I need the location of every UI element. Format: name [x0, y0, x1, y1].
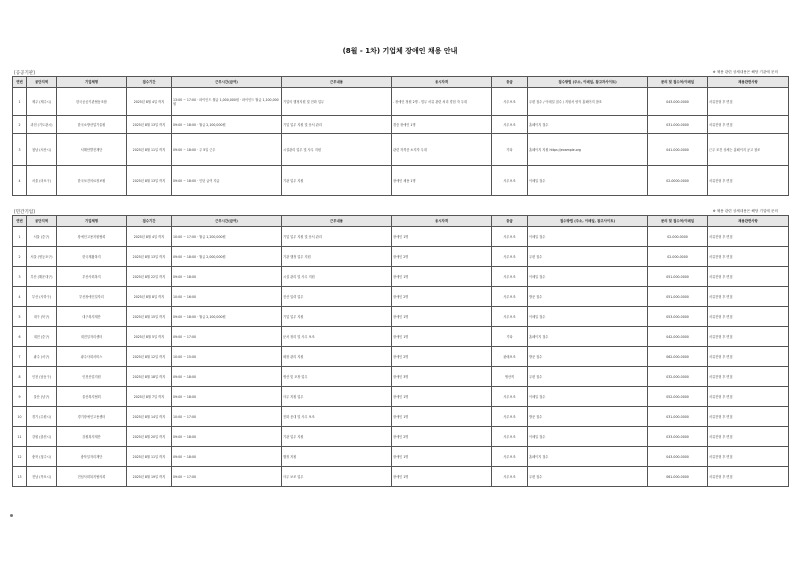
- table-cell: 장애인 2명: [392, 427, 492, 447]
- table-cell: 서해안발전재단: [57, 134, 127, 166]
- table-cell: 09:00 ~ 18:00 · 월급 2,100,000원: [172, 116, 282, 134]
- table-cell: 사무보조: [492, 427, 528, 447]
- column-header: 근무시간(급여): [172, 216, 282, 227]
- table-cell: 제주 (제주시): [27, 88, 57, 116]
- table-cell: 장애인 1명: [392, 407, 492, 427]
- table-cell: 2025년 8월 13일 까지: [127, 116, 172, 134]
- table-row: [13, 427, 789, 447]
- table-cell: 대전일자리센터: [57, 327, 127, 347]
- table-cell: 홈페이지 접수: [528, 327, 648, 347]
- table-cell: 대전 (중구): [27, 327, 57, 347]
- table-cell: 10:00 ~ 16:00: [172, 287, 282, 307]
- table-cell: 서류전형 후 면접: [708, 227, 789, 247]
- table-cell: 043-000-0000: [648, 88, 708, 116]
- table-cell: 방문 접수: [528, 407, 648, 427]
- table-cell: 서류전형 후 면접: [708, 267, 789, 287]
- table-cell: 서류전형 후 면접: [708, 166, 789, 196]
- table-cell: 경증 장애인 1명: [392, 116, 492, 134]
- column-header: 문의 및 접수처/이메일: [648, 77, 708, 88]
- table-cell: 2025년 8월 18일 까지: [127, 367, 172, 387]
- table-cell: 서류전형 후 면접: [708, 116, 789, 134]
- table-cell: 서류전형 후 면접: [708, 427, 789, 447]
- table-cell: 서류전형 후 면접: [708, 407, 789, 427]
- table-cell: 10:00 ~ 17:00 · 월급 1,200,000원: [172, 227, 282, 247]
- table-cell: 부산장애인일자리: [57, 287, 127, 307]
- table-cell: 장애인 2명: [392, 247, 492, 267]
- table-cell: 2025년 8월 8일 까지: [127, 287, 172, 307]
- table-cell: 02-0000-0000: [648, 166, 708, 196]
- table-cell: 사무보조: [492, 307, 528, 327]
- table-cell: 장애인 1명: [392, 307, 492, 327]
- table-cell: 매장 관리 지원: [282, 347, 392, 367]
- table-cell: 10: [13, 407, 27, 427]
- table-cell: 전화 응대 및 사무 보조: [282, 407, 392, 427]
- table-row: [13, 116, 789, 134]
- table-cell: 방문 접수: [528, 287, 648, 307]
- table-cell: 사무 보조 업무: [282, 467, 392, 487]
- table-cell: 사무보조: [492, 407, 528, 427]
- table-cell: 4: [13, 287, 27, 307]
- table-cell: 09:00 ~ 18:00: [172, 367, 282, 387]
- table-cell: 09:00 ~ 18:00 · 주 5일 근무: [172, 134, 282, 166]
- table-cell: 11: [13, 427, 27, 447]
- table-cell: 사무 지원 업무: [282, 387, 392, 407]
- table-cell: 서류전형 후 면접: [708, 88, 789, 116]
- table-cell: 서류전형 후 면접: [708, 467, 789, 487]
- table-cell: 2025년 8월 4일 까지: [127, 227, 172, 247]
- table-cell: 09:00 ~ 18:00 · 인턴 급여 지급: [172, 166, 282, 196]
- column-header: 연번: [13, 77, 27, 88]
- table-cell: 부산 (사하구): [27, 287, 57, 307]
- table-cell: 09:00 ~ 18:00 · 월급 2,100,000원: [172, 307, 282, 327]
- column-header: 채용관련사항: [708, 77, 789, 88]
- table-cell: 대구 (북구): [27, 307, 57, 327]
- table-cell: 5: [13, 307, 27, 327]
- table-cell: 10:00 ~ 15:00: [172, 347, 282, 367]
- table-cell: 09:00 ~ 18:00: [172, 267, 282, 287]
- table-cell: 3: [13, 134, 27, 166]
- table-cell: 방문 접수: [528, 347, 648, 367]
- table-cell: 이메일 접수: [528, 166, 648, 196]
- column-header: 근무내용: [282, 77, 392, 88]
- table-cell: 장애인 1명: [392, 387, 492, 407]
- table-cell: 부산사회복지: [57, 267, 127, 287]
- table-cell: 1: [13, 88, 27, 116]
- table-cell: 서류전형 후 면접: [708, 307, 789, 327]
- table-cell: 판매보조: [492, 347, 528, 367]
- table-cell: 이메일 접수: [528, 227, 648, 247]
- table-cell: 장애인 1명: [392, 227, 492, 247]
- table-cell: 051-000-0000: [648, 267, 708, 287]
- table-cell: 홈페이지 접수: [528, 116, 648, 134]
- table-cell: 서류전형 후 면접: [708, 387, 789, 407]
- table-cell: 기관 행정 업무 지원: [282, 247, 392, 267]
- table-cell: - 장애인 정원 2명 - 법무 서류 관련 처리 경험 자 우대: [392, 88, 492, 116]
- table-row: [13, 347, 789, 367]
- table-cell: 033-000-0000: [648, 427, 708, 447]
- table-cell: 강원 (춘천시): [27, 427, 57, 447]
- table-cell: 2025년 8월 12일 까지: [127, 347, 172, 367]
- table-cell: 부산 (해운대구): [27, 267, 57, 287]
- table-cell: 기관 업무 지원: [282, 166, 392, 196]
- table-cell: 홈페이지 지원 https://example.org: [528, 134, 648, 166]
- table-cell: 서울 (영등포구): [27, 247, 57, 267]
- table-cell: 2025년 8월 15일 까지: [127, 307, 172, 327]
- table-cell: 한국소방산업기술원: [57, 116, 127, 134]
- table-cell: 09:00 ~ 17:00: [172, 467, 282, 487]
- table-cell: 10:00 ~ 17:00: [172, 407, 282, 427]
- column-header: 근무내용: [282, 216, 392, 227]
- table-cell: 사무보조: [492, 166, 528, 196]
- table-cell: 서울 (중구): [27, 227, 57, 247]
- section-note-public: ※ 채용 관련 상세내용은 해당 기관에 문의: [712, 70, 778, 74]
- column-header: 문의 및 접수처/이메일: [648, 216, 708, 227]
- column-header: 공단지역: [27, 216, 57, 227]
- column-header: 등급: [492, 216, 528, 227]
- table-row: [13, 227, 789, 247]
- table-cell: 우편 접수: [528, 247, 648, 267]
- table-cell: 장애인 채용 1명: [392, 166, 492, 196]
- table-cell: 경기장애인고용센터: [57, 407, 127, 427]
- column-header: 연번: [13, 216, 27, 227]
- table-cell: 사무보조: [492, 387, 528, 407]
- table-cell: 032-000-0000: [648, 367, 708, 387]
- table-row: [13, 447, 789, 467]
- table-cell: 강원복지재단: [57, 427, 127, 447]
- table-cell: 시설 관리 및 사무 지원: [282, 267, 392, 287]
- table-cell: 사무보조: [492, 447, 528, 467]
- table-cell: 043-000-0000: [648, 447, 708, 467]
- table-cell: 2025년 8월 5일 까지: [127, 327, 172, 347]
- table-cell: 대구복지재단: [57, 307, 127, 327]
- public-institutions-table: [12, 76, 789, 196]
- table-cell: 이메일 접수: [528, 307, 648, 327]
- document-title: (8월 - 1차) 기업체 장애인 채용 안내: [342, 47, 458, 55]
- table-row: [13, 367, 789, 387]
- table-cell: 시설관리 업무 및 사무 지원: [282, 134, 392, 166]
- table-cell: 이메일 접수: [528, 427, 648, 447]
- table-cell: 장애인 1명: [392, 447, 492, 467]
- table-cell: 생산 및 포장 업무: [282, 367, 392, 387]
- table-cell: 전남 (목포시): [27, 467, 57, 487]
- table-cell: 우편 접수 / 이메일 접수 / 지원서 양식 홈페이지 참조: [528, 88, 648, 116]
- table-row: [13, 247, 789, 267]
- section-note-private: ※ 채용 관련 상세내용은 해당 기업에 문의: [712, 209, 778, 213]
- table-cell: 한국공공기관협동조합: [57, 88, 127, 116]
- table-cell: 09:00 ~ 18:00: [172, 387, 282, 407]
- table-cell: 기업의 행정지원 및 전화 업무: [282, 88, 392, 116]
- column-header: 공단지역: [27, 77, 57, 88]
- table-row: [13, 88, 789, 116]
- table-cell: 충북 (청주시): [27, 447, 57, 467]
- table-row: [13, 307, 789, 327]
- table-cell: 홈페이지 접수: [528, 447, 648, 467]
- table-cell: 사무보조: [492, 116, 528, 134]
- table-cell: 051-000-0000: [648, 287, 708, 307]
- table-cell: 12: [13, 447, 27, 467]
- table-cell: 기업 업무 지원: [282, 307, 392, 327]
- table-cell: 서류전형 후 면접: [708, 287, 789, 307]
- table-row: [13, 134, 789, 166]
- table-cell: 기업 업무 지원 및 문서 관리: [282, 227, 392, 247]
- table-cell: 서류전형 후 면접: [708, 367, 789, 387]
- table-cell: 문서 정리 및 사무 보조: [282, 327, 392, 347]
- table-cell: 장애인 2명: [392, 287, 492, 307]
- table-cell: 기업 업무 지원 및 문서 관리: [282, 116, 392, 134]
- table-cell: 기타: [492, 327, 528, 347]
- table-cell: 2025년 8월 13일 까지: [127, 166, 172, 196]
- table-cell: 041-000-0000: [648, 134, 708, 166]
- table-cell: 13: [13, 467, 27, 487]
- table-cell: 사무보조: [492, 88, 528, 116]
- table-cell: 우편 접수: [528, 467, 648, 487]
- table-row: [13, 407, 789, 427]
- column-header: 기업체명: [57, 216, 127, 227]
- table-cell: 8: [13, 367, 27, 387]
- table-row: [13, 287, 789, 307]
- table-cell: 근무 조건 상세는 홈페이지 공고 참조: [708, 134, 789, 166]
- table-cell: 사무보조: [492, 287, 528, 307]
- table-cell: 09:00 ~ 18:00: [172, 427, 282, 447]
- table-cell: 2025년 8월 11일 까지: [127, 134, 172, 166]
- table-header-row: [13, 216, 789, 227]
- column-header: 접수방법 (주소, 이메일, 참고자사이트): [528, 77, 648, 88]
- table-cell: 2: [13, 247, 27, 267]
- private-companies-table: [12, 215, 789, 487]
- table-cell: 서류전형 후 면접: [708, 447, 789, 467]
- table-cell: 행정 지원: [282, 447, 392, 467]
- table-cell: 02-000-0000: [648, 247, 708, 267]
- table-cell: 서류전형 후 면접: [708, 347, 789, 367]
- table-cell: 장애인 1명: [392, 467, 492, 487]
- table-cell: 사무보조: [492, 247, 528, 267]
- table-cell: 전남사회복지협의회: [57, 467, 127, 487]
- table-cell: 서류전형 후 면접: [708, 247, 789, 267]
- column-header: 응시자격: [392, 77, 492, 88]
- table-cell: 청남 (서산시): [27, 134, 57, 166]
- table-cell: 13:00 ~ 17:00 · 파이인드 월급 1,000,000원 · 파이인드 월급 1,100,000원: [172, 88, 282, 116]
- table-cell: 09:00 ~ 17:00: [172, 327, 282, 347]
- table-cell: 광주 (서구): [27, 347, 57, 367]
- table-cell: 서울 (마포구): [27, 166, 57, 196]
- table-cell: 4: [13, 166, 27, 196]
- table-cell: 3: [13, 267, 27, 287]
- table-row: [13, 387, 789, 407]
- table-cell: 울산 (남구): [27, 387, 57, 407]
- table-cell: 053-000-0000: [648, 307, 708, 327]
- table-header-row: [13, 77, 789, 88]
- table-cell: 한국보건의료정보원: [57, 166, 127, 196]
- table-cell: 장애인 3명: [392, 367, 492, 387]
- table-cell: 052-000-0000: [648, 387, 708, 407]
- table-cell: 2025년 8월 14일 까지: [127, 407, 172, 427]
- table-cell: 한국재활복지: [57, 247, 127, 267]
- column-header: 접수방법 (주소, 이메일, 참고사이트): [528, 216, 648, 227]
- table-cell: 사무보조: [492, 227, 528, 247]
- table-row: [13, 267, 789, 287]
- table-cell: 충북일자리재단: [57, 447, 127, 467]
- column-header: 접수기간: [127, 77, 172, 88]
- table-cell: 1: [13, 227, 27, 247]
- table-cell: 2025년 8월 19일 까지: [127, 467, 172, 487]
- column-header: 응시자격: [392, 216, 492, 227]
- table-cell: 9: [13, 387, 27, 407]
- table-cell: 042-000-0000: [648, 327, 708, 347]
- table-cell: 061-000-0000: [648, 467, 708, 487]
- table-cell: 과천 (기도관시): [27, 116, 57, 134]
- table-cell: 서류전형 후 면접: [708, 327, 789, 347]
- table-cell: 2025년 8월 11일 까지: [127, 447, 172, 467]
- table-cell: 인천 (남동구): [27, 367, 57, 387]
- table-cell: 6: [13, 327, 27, 347]
- table-cell: 장애인 2명: [392, 347, 492, 367]
- column-header: 근무시간(급여): [172, 77, 282, 88]
- table-cell: 광주사회서비스: [57, 347, 127, 367]
- table-cell: 경기 (수원시): [27, 407, 57, 427]
- table-cell: 031-000-0000: [648, 407, 708, 427]
- table-cell: 우편 접수: [528, 367, 648, 387]
- table-cell: 2: [13, 116, 27, 134]
- section-label-public: [공공기관]: [14, 71, 35, 76]
- table-cell: 장애인 1명: [392, 327, 492, 347]
- table-cell: 이메일 접수: [528, 267, 648, 287]
- table-cell: 인천산업지원: [57, 367, 127, 387]
- column-header: 등급: [492, 77, 528, 88]
- table-cell: 관련 자격증 소지자 우대: [392, 134, 492, 166]
- table-cell: 2025년 8월 20일 까지: [127, 427, 172, 447]
- table-cell: 이메일 접수: [528, 387, 648, 407]
- table-cell: 2025년 8월 13일 까지: [127, 247, 172, 267]
- table-cell: 기타: [492, 134, 528, 166]
- table-cell: 장애인 1명: [392, 267, 492, 287]
- table-row: [13, 467, 789, 487]
- section-label-private: [민간기업]: [14, 210, 35, 215]
- table-cell: 09:00 ~ 18:00 · 월급 2,000,000원: [172, 247, 282, 267]
- table-cell: 09:00 ~ 18:00: [172, 447, 282, 467]
- table-row: [13, 327, 789, 347]
- table-cell: 2025년 8월 22일 까지: [127, 267, 172, 287]
- table-cell: 기관 업무 지원: [282, 427, 392, 447]
- table-cell: 장애인고용지원협회: [57, 227, 127, 247]
- table-cell: 7: [13, 347, 27, 367]
- table-cell: 사무보조: [492, 267, 528, 287]
- table-cell: 062-000-0000: [648, 347, 708, 367]
- table-cell: 울산복지협회: [57, 387, 127, 407]
- table-cell: 02-000-0000: [648, 227, 708, 247]
- table-cell: 생산직: [492, 367, 528, 387]
- column-header: 채용관련사항: [708, 216, 789, 227]
- column-header: 기업체명: [57, 77, 127, 88]
- table-cell: 2025년 8월 7일 까지: [127, 387, 172, 407]
- table-cell: 사무보조: [492, 467, 528, 487]
- table-row: [13, 166, 789, 196]
- table-cell: 031-000-0000: [648, 116, 708, 134]
- table-cell: 2025년 8월 4일 까지: [127, 88, 172, 116]
- column-header: 접수기간: [127, 216, 172, 227]
- page-mark: [10, 514, 13, 517]
- table-cell: 전산 입력 업무: [282, 287, 392, 307]
